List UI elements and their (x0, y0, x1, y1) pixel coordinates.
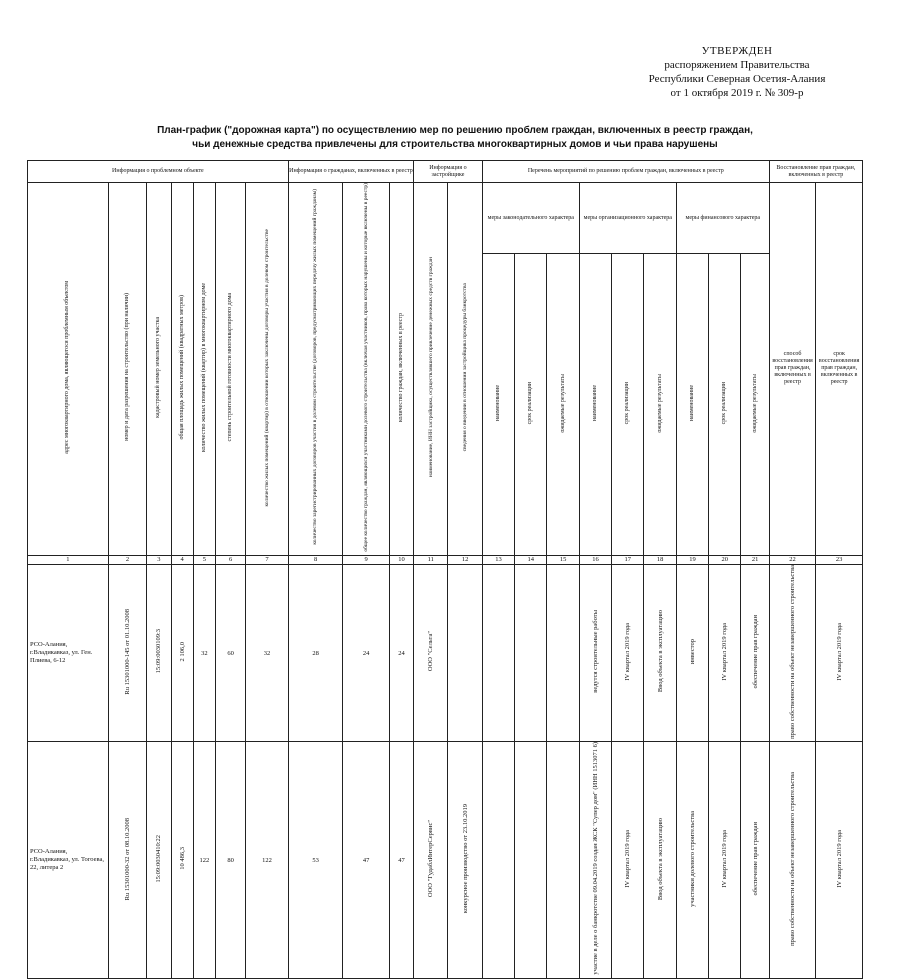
approval-head: УТВЕРЖДЕН (701, 45, 773, 57)
cell-bankruptcy: конкурсное производство от 23.10.2019 (448, 742, 482, 979)
cell-restore-way: право собственности на объект незавершенного строительства (769, 742, 815, 979)
col-header-8: количество зарегистрированных договоров участия в долевом строительстве (договоров, предусматривающих передачу жилых помещений гражданам) (288, 183, 343, 556)
col-number: 1 (28, 555, 109, 564)
cell-restore-term: IV квартал 2019 года (816, 742, 863, 979)
cell-org-term: IV квартал 2019 года (612, 564, 644, 742)
col-number: 7 (246, 555, 289, 564)
col-header-9: общее количество граждан, являющихся участниками долевого строительства (включая участников, права которых нарушены и которые включены в реестр) (343, 183, 389, 556)
col-number: 20 (709, 555, 741, 564)
col-number: 14 (515, 555, 547, 564)
col-header-2: номер и дата разрешения на строительство (при наличии) (108, 183, 146, 556)
column-numbers-row (28, 555, 863, 564)
cell-cadastral: 15:09:0030109:3 (147, 564, 171, 742)
col-number: 4 (171, 555, 193, 564)
col-header-4: общая площадь жилых помещений (квадратных метров) (171, 183, 193, 556)
cell-in-register: 47 (389, 742, 413, 979)
cell-restore-term: IV квартал 2019 года (816, 564, 863, 742)
approval-line-3: от 1 октября 2019 г. № 309-р (670, 87, 804, 99)
cell-permit: Ru 15301000-32 от 08.10.2008 (108, 742, 146, 979)
subgroup-legislative: меры законодательного характера (482, 183, 579, 254)
col-number: 17 (612, 555, 644, 564)
cell-leg-term (515, 742, 547, 979)
cell-dds-registered: 53 (288, 742, 343, 979)
cell-org-result: Ввод объекта в эксплуатацию (644, 564, 676, 742)
cell-fin-result: обеспечение прав граждан (741, 742, 769, 979)
document-title (110, 124, 800, 152)
approval-line-1: распоряжением Правительства (664, 59, 810, 71)
cell-dds-flats: 122 (246, 742, 289, 979)
col-header-13: наименование (482, 254, 514, 555)
col-header-14: срок реализации (515, 254, 547, 555)
cell-permit: Ru 15301000-145 от 01.10.2008 (108, 564, 146, 742)
approval-block (617, 44, 857, 100)
cell-org-term: IV квартал 2019 года (612, 742, 644, 979)
group-developer: Информация о застройщике (414, 161, 483, 183)
group-citizens: Информация о гражданах, включенных в реестр (288, 161, 413, 183)
col-header-20: срок реализации (709, 254, 741, 555)
cell-leg-term (515, 564, 547, 742)
col-number: 21 (741, 555, 769, 564)
col-header-16: наименование (579, 254, 611, 555)
cell-org-name: ведутся строительные работы (579, 564, 611, 742)
cell-developer: ООО "ГудаблИнтерСервис" (414, 742, 448, 979)
cell-in-register: 24 (389, 564, 413, 742)
table-row (28, 564, 863, 742)
subgroup-organizational: меры организационного характера (579, 183, 676, 254)
cell-address: РСО-Алания, г.Владикавказ, ул. Ген. Плиева, 6-12 (28, 564, 109, 742)
approval-line-2: Республики Северная Осетия-Алания (648, 73, 826, 85)
col-number: 12 (448, 555, 482, 564)
col-header-12: сведения о введении в отношении застройщика процедуры банкротства (448, 183, 482, 556)
col-number: 13 (482, 555, 514, 564)
col-header-3: кадастровый номер земельного участка (147, 183, 171, 556)
cell-flats: 122 (193, 742, 215, 979)
cell-participants: 47 (343, 742, 389, 979)
col-number: 3 (147, 555, 171, 564)
header-row-groups (28, 161, 863, 183)
cell-dds-registered: 28 (288, 564, 343, 742)
roadmap-table (27, 160, 863, 979)
col-header-22: способ восстановления прав граждан, включенных в реестр (769, 183, 815, 556)
col-number: 18 (644, 555, 676, 564)
col-header-23: срок восстановления прав граждан, включенных в реестр (816, 183, 863, 556)
col-number: 23 (816, 555, 863, 564)
cell-fin-name: инвестор (676, 564, 708, 742)
group-measures: Перечень мероприятий по решению проблем граждан, включенных в реестр (482, 161, 769, 183)
col-header-17: срок реализации (612, 254, 644, 555)
col-number: 9 (343, 555, 389, 564)
col-header-6: степень строительной готовности многоквартирного дома (215, 183, 245, 556)
col-header-10: количество граждан, включенных в реестр (389, 183, 413, 556)
cell-address: РСО-Алания, г.Владикавказ, ул. Тогоева, 22, литера 2 (28, 742, 109, 979)
col-number: 10 (389, 555, 413, 564)
col-header-11: наименование, ИНН застройщика, осуществлявшего привлечение денежных средств граждан (414, 183, 448, 556)
cell-area: 10 486,3 (171, 742, 193, 979)
cell-participants: 24 (343, 564, 389, 742)
cell-restore-way: право собственности на объект незавершенного строительства (769, 564, 815, 742)
cell-leg-result (547, 742, 579, 979)
col-header-19: наименование (676, 254, 708, 555)
cell-bankruptcy (448, 564, 482, 742)
col-number: 15 (547, 555, 579, 564)
cell-area: 2 106,0 (171, 564, 193, 742)
group-restore: Восстановление прав граждан, включенных в реестр (769, 161, 862, 183)
title-line-1: План-график ("дорожная карта") по осуществлению мер по решению проблем граждан, включенных в реестр граждан, (157, 125, 753, 136)
col-number: 2 (108, 555, 146, 564)
cell-developer: ООО "Сельта" (414, 564, 448, 742)
cell-readiness: 60 (215, 564, 245, 742)
col-header-21: ожидаемые результаты (741, 254, 769, 555)
header-row-subgroups (28, 183, 863, 254)
col-header-18: ожидаемые результаты (644, 254, 676, 555)
col-number: 6 (215, 555, 245, 564)
cell-fin-name: участники долевого строительства (676, 742, 708, 979)
subgroup-financial: меры финансового характера (676, 183, 769, 254)
col-number: 19 (676, 555, 708, 564)
col-header-7: количество жилых помещений (квартир) в отношении которых заключены договоры участия в долевом строительстве (246, 183, 289, 556)
cell-org-result: Ввод объекта в эксплуатацию (644, 742, 676, 979)
cell-fin-term: IV квартал 2019 года (709, 564, 741, 742)
cell-fin-result: обеспечение прав граждан (741, 564, 769, 742)
cell-cadastral: 15:09:0030410:22 (147, 742, 171, 979)
cell-flats: 32 (193, 564, 215, 742)
col-header-15: ожидаемые результаты (547, 254, 579, 555)
cell-fin-term: IV квартал 2019 года (709, 742, 741, 979)
col-number: 16 (579, 555, 611, 564)
col-number: 5 (193, 555, 215, 564)
col-header-1: адрес многоквартирного дома, являющегося проблемным объектом (28, 183, 109, 556)
cell-dds-flats: 32 (246, 564, 289, 742)
col-number: 8 (288, 555, 343, 564)
group-object: Информация о проблемном объекте (28, 161, 289, 183)
table-row (28, 742, 863, 979)
cell-org-name: участие в деле о банкротстве 09.04.2019 создан ЖСК "Супер дом" (ИНН 1513071 6) (579, 742, 611, 979)
cell-leg-name (482, 564, 514, 742)
cell-leg-result (547, 564, 579, 742)
title-line-2: чьи денежные средства привлечены для строительства многоквартирных домов и чьи права нарушены (192, 139, 718, 150)
col-number: 22 (769, 555, 815, 564)
cell-leg-name (482, 742, 514, 979)
col-header-5: количество жилых помещений (квартир) в многоквартирном доме (193, 183, 215, 556)
cell-readiness: 80 (215, 742, 245, 979)
col-number: 11 (414, 555, 448, 564)
